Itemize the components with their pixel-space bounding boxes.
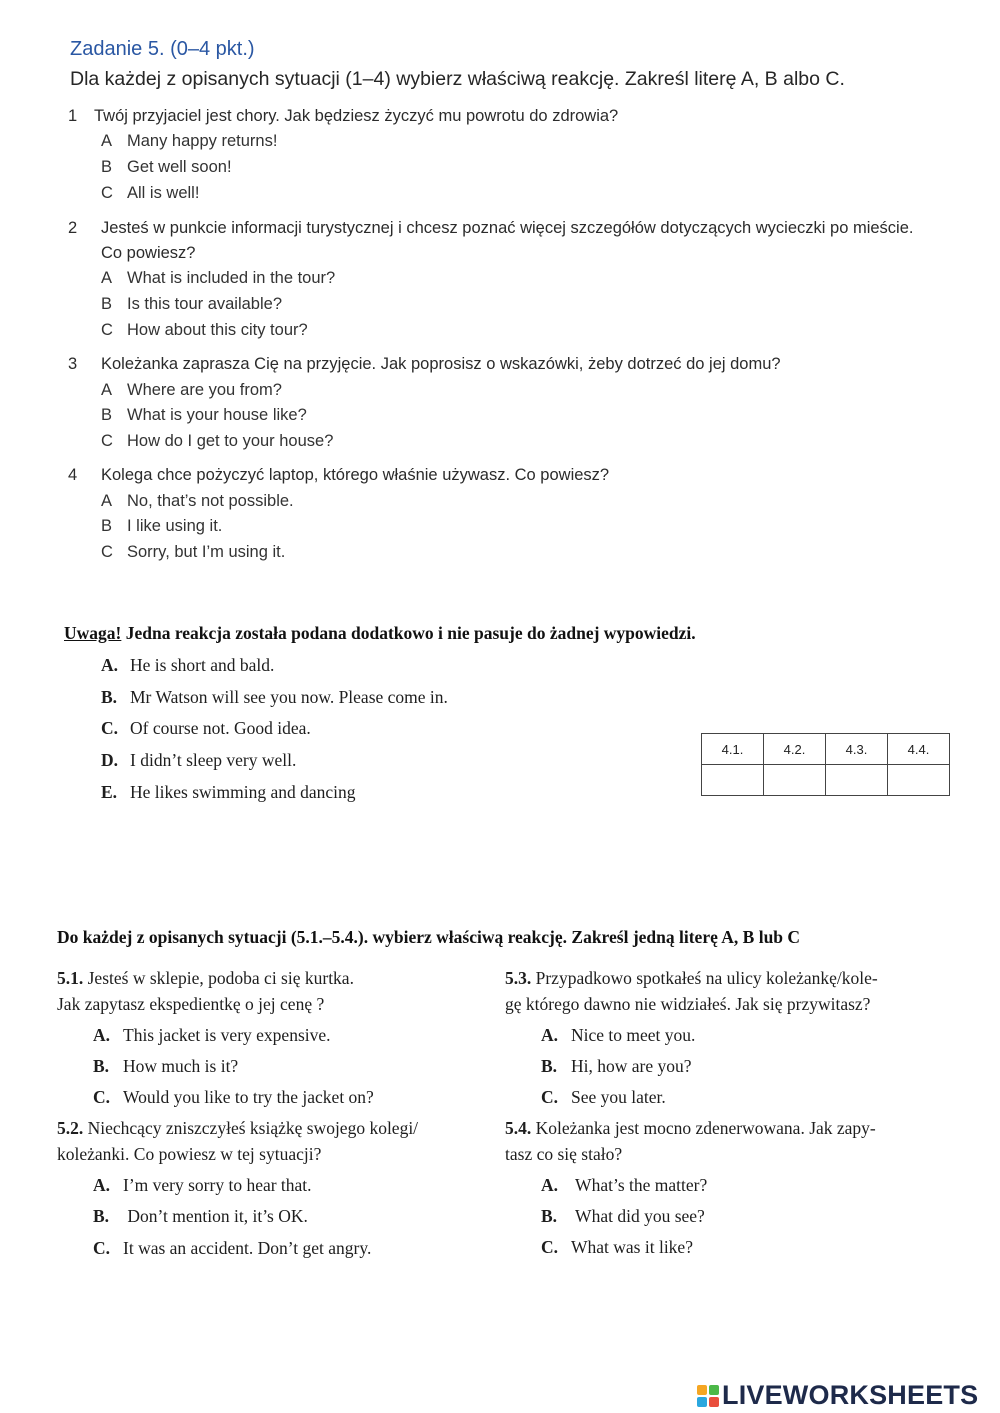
option-text: It was an accident. Don’t get angry. bbox=[123, 1238, 372, 1258]
option-letter: A bbox=[101, 269, 113, 287]
option-text: What is included in the tour? bbox=[127, 269, 336, 287]
answer-cell-4-4[interactable] bbox=[888, 765, 950, 796]
reaction-a bbox=[101, 655, 274, 676]
option-5-4a[interactable] bbox=[541, 1175, 707, 1196]
option-letter: A bbox=[101, 381, 113, 399]
option-2a[interactable] bbox=[101, 269, 335, 288]
answer-cell-4-1[interactable] bbox=[702, 765, 764, 796]
option-5-4b[interactable] bbox=[541, 1206, 705, 1227]
question-text: Kolega chce pożyczyć laptop, którego właśnie używasz. Co powiesz? bbox=[101, 466, 610, 484]
option-5-1c[interactable] bbox=[93, 1087, 374, 1108]
option-letter: A. bbox=[93, 1025, 111, 1045]
reaction-text: I didn’t sleep very well. bbox=[130, 750, 297, 770]
option-letter: A. bbox=[541, 1025, 559, 1045]
question-5-1 bbox=[57, 968, 354, 989]
reaction-c bbox=[101, 718, 311, 739]
option-text: Where are you from? bbox=[127, 381, 282, 399]
question-text: Jesteś w punkcie informacji turystycznej i chcesz poznać więcej szczegółów dotyczących wycieczki po mieście. bbox=[101, 219, 914, 237]
option-4a[interactable] bbox=[101, 492, 294, 511]
option-text: I’m very sorry to hear that. bbox=[123, 1175, 312, 1195]
option-3c[interactable] bbox=[101, 432, 333, 451]
question-text: Twój przyjaciel jest chory. Jak będziesz życzyć mu powrotu do zdrowia? bbox=[94, 107, 619, 125]
note-text: Jedna reakcja została podana dodatkowo i nie pasuje do żadnej wypowiedzi. bbox=[121, 623, 696, 643]
logo-square bbox=[709, 1385, 719, 1395]
option-5-3a[interactable] bbox=[541, 1025, 695, 1046]
option-letter: B. bbox=[541, 1206, 558, 1226]
answer-table-input-row bbox=[702, 765, 950, 796]
answer-header: 4.1. bbox=[702, 734, 764, 765]
liveworksheets-logo[interactable] bbox=[697, 1380, 978, 1411]
option-5-3b[interactable] bbox=[541, 1056, 692, 1077]
option-2c[interactable] bbox=[101, 321, 308, 340]
option-text: Would you like to try the jacket on? bbox=[123, 1087, 374, 1107]
question-5-4-cont: tasz co się stało? bbox=[505, 1144, 623, 1164]
question-5-1-cont: Jak zapytasz ekspedientkę o jej cenę ? bbox=[57, 994, 325, 1014]
logo-square bbox=[697, 1397, 707, 1407]
logo-square bbox=[709, 1397, 719, 1407]
question-number: 5.4. bbox=[505, 1118, 532, 1138]
option-text: Is this tour available? bbox=[127, 295, 283, 313]
option-text: This jacket is very expensive. bbox=[123, 1025, 331, 1045]
option-letter: C. bbox=[93, 1238, 111, 1258]
option-2b[interactable] bbox=[101, 295, 282, 314]
option-text: What did you see? bbox=[571, 1206, 705, 1226]
reaction-text: He is short and bald. bbox=[130, 655, 275, 675]
option-5-4c[interactable] bbox=[541, 1237, 693, 1258]
reaction-d bbox=[101, 750, 296, 771]
question-number: 4 bbox=[68, 466, 78, 484]
question-text: Koleżanka jest mocno zdenerwowana. Jak zapy- bbox=[531, 1118, 876, 1138]
question-5-2 bbox=[57, 1118, 418, 1139]
question-text: Przypadkowo spotkałeś na ulicy koleżankę/kole- bbox=[531, 968, 878, 988]
reaction-letter: C. bbox=[101, 718, 119, 738]
option-letter: A bbox=[101, 132, 113, 150]
option-text: All is well! bbox=[127, 184, 200, 202]
option-letter: A. bbox=[93, 1175, 111, 1195]
liveworksheets-logo-icon bbox=[697, 1385, 719, 1407]
option-1b[interactable] bbox=[101, 158, 232, 177]
logo-square bbox=[697, 1385, 707, 1395]
answer-header: 4.4. bbox=[888, 734, 950, 765]
answer-header: 4.3. bbox=[826, 734, 888, 765]
answer-header: 4.2. bbox=[764, 734, 826, 765]
option-5-2b[interactable] bbox=[93, 1206, 308, 1227]
option-3b[interactable] bbox=[101, 406, 307, 425]
option-letter: B bbox=[101, 517, 113, 535]
question-number: 5.1. bbox=[57, 968, 84, 988]
reaction-e bbox=[101, 782, 356, 803]
logo-text: LIVEWORKSHEETS bbox=[722, 1380, 979, 1410]
question-text-cont: Co powiesz? bbox=[101, 244, 196, 262]
answer-cell-4-3[interactable] bbox=[826, 765, 888, 796]
option-letter: B. bbox=[541, 1056, 558, 1076]
option-letter: C. bbox=[541, 1087, 559, 1107]
option-letter: C bbox=[101, 543, 113, 561]
reaction-letter: A. bbox=[101, 655, 119, 675]
option-5-2c[interactable] bbox=[93, 1238, 371, 1259]
option-text: See you later. bbox=[571, 1087, 666, 1107]
option-text: How much is it? bbox=[123, 1056, 239, 1076]
option-text: Many happy returns! bbox=[127, 132, 278, 150]
option-3a[interactable] bbox=[101, 381, 282, 400]
exercise-instruction: Dla każdej z opisanych sytuacji (1–4) wybierz właściwą reakcję. Zakreśl literę A, B albo C. bbox=[70, 68, 845, 90]
option-letter: C. bbox=[541, 1237, 559, 1257]
option-text: Sorry, but I’m using it. bbox=[127, 543, 286, 561]
option-text: Nice to meet you. bbox=[571, 1025, 696, 1045]
question-5-3 bbox=[505, 968, 878, 989]
question-number: 5.3. bbox=[505, 968, 532, 988]
option-text: What’s the matter? bbox=[571, 1175, 708, 1195]
option-text: What is your house like? bbox=[127, 406, 307, 424]
option-text: How about this city tour? bbox=[127, 321, 308, 339]
reaction-text: Of course not. Good idea. bbox=[130, 718, 311, 738]
option-text: Don’t mention it, it’s OK. bbox=[123, 1206, 308, 1226]
section5-instruction: Do każdej z opisanych sytuacji (5.1.–5.4.). wybierz właściwą reakcję. Zakreśl jedną literę A, B lub C bbox=[57, 927, 801, 947]
option-text: How do I get to your house? bbox=[127, 432, 334, 450]
option-text: No, that’s not possible. bbox=[127, 492, 294, 510]
option-letter: B bbox=[101, 406, 113, 424]
option-5-2a[interactable] bbox=[93, 1175, 312, 1196]
option-letter: C bbox=[101, 321, 113, 339]
note-instruction bbox=[64, 623, 696, 644]
question-number: 1 bbox=[68, 107, 78, 125]
option-text: What was it like? bbox=[571, 1237, 693, 1257]
option-letter: C bbox=[101, 432, 113, 450]
option-text: Get well soon! bbox=[127, 158, 232, 176]
option-1a[interactable] bbox=[101, 132, 277, 151]
question-number: 3 bbox=[68, 355, 78, 373]
answer-table-header-row bbox=[702, 734, 950, 765]
option-4b[interactable] bbox=[101, 517, 222, 536]
reaction-letter: E. bbox=[101, 782, 118, 802]
option-5-3c[interactable] bbox=[541, 1087, 666, 1108]
reaction-letter: B. bbox=[101, 687, 118, 707]
option-letter: B bbox=[101, 158, 113, 176]
question-text: Jesteś w sklepie, podoba ci się kurtka. bbox=[83, 968, 354, 988]
question-number: 5.2. bbox=[57, 1118, 84, 1138]
reaction-b bbox=[101, 687, 448, 708]
question-5-4 bbox=[505, 1118, 876, 1139]
option-letter: C bbox=[101, 184, 113, 202]
option-letter: A bbox=[101, 492, 113, 510]
option-1c[interactable] bbox=[101, 184, 199, 203]
option-4c[interactable] bbox=[101, 543, 285, 562]
option-text: Hi, how are you? bbox=[571, 1056, 692, 1076]
option-letter: B. bbox=[93, 1206, 110, 1226]
answer-cell-4-2[interactable] bbox=[764, 765, 826, 796]
option-letter: B. bbox=[93, 1056, 110, 1076]
answer-table bbox=[701, 733, 950, 796]
option-text: I like using it. bbox=[127, 517, 223, 535]
note-label: Uwaga! bbox=[64, 623, 122, 643]
option-letter: C. bbox=[93, 1087, 111, 1107]
question-5-2-cont: koleżanki. Co powiesz w tej sytuacji? bbox=[57, 1144, 322, 1164]
option-letter: B bbox=[101, 295, 113, 313]
question-number: 2 bbox=[68, 219, 78, 237]
option-letter: A. bbox=[541, 1175, 559, 1195]
option-5-1a[interactable] bbox=[93, 1025, 331, 1046]
reaction-letter: D. bbox=[101, 750, 119, 770]
reaction-text: Mr Watson will see you now. Please come in. bbox=[130, 687, 448, 707]
exercise-title: Zadanie 5. (0–4 pkt.) bbox=[70, 38, 255, 60]
question-5-3-cont: gę którego dawno nie widziałeś. Jak się przywitasz? bbox=[505, 994, 871, 1014]
question-text: Niechcący zniszczyłeś książkę swojego kolegi/ bbox=[83, 1118, 419, 1138]
question-text: Koleżanka zaprasza Cię na przyjęcie. Jak poprosisz o wskazówki, żeby dotrzeć do jej domu? bbox=[101, 355, 781, 373]
option-5-1b[interactable] bbox=[93, 1056, 238, 1077]
reaction-text: He likes swimming and dancing bbox=[130, 782, 356, 802]
